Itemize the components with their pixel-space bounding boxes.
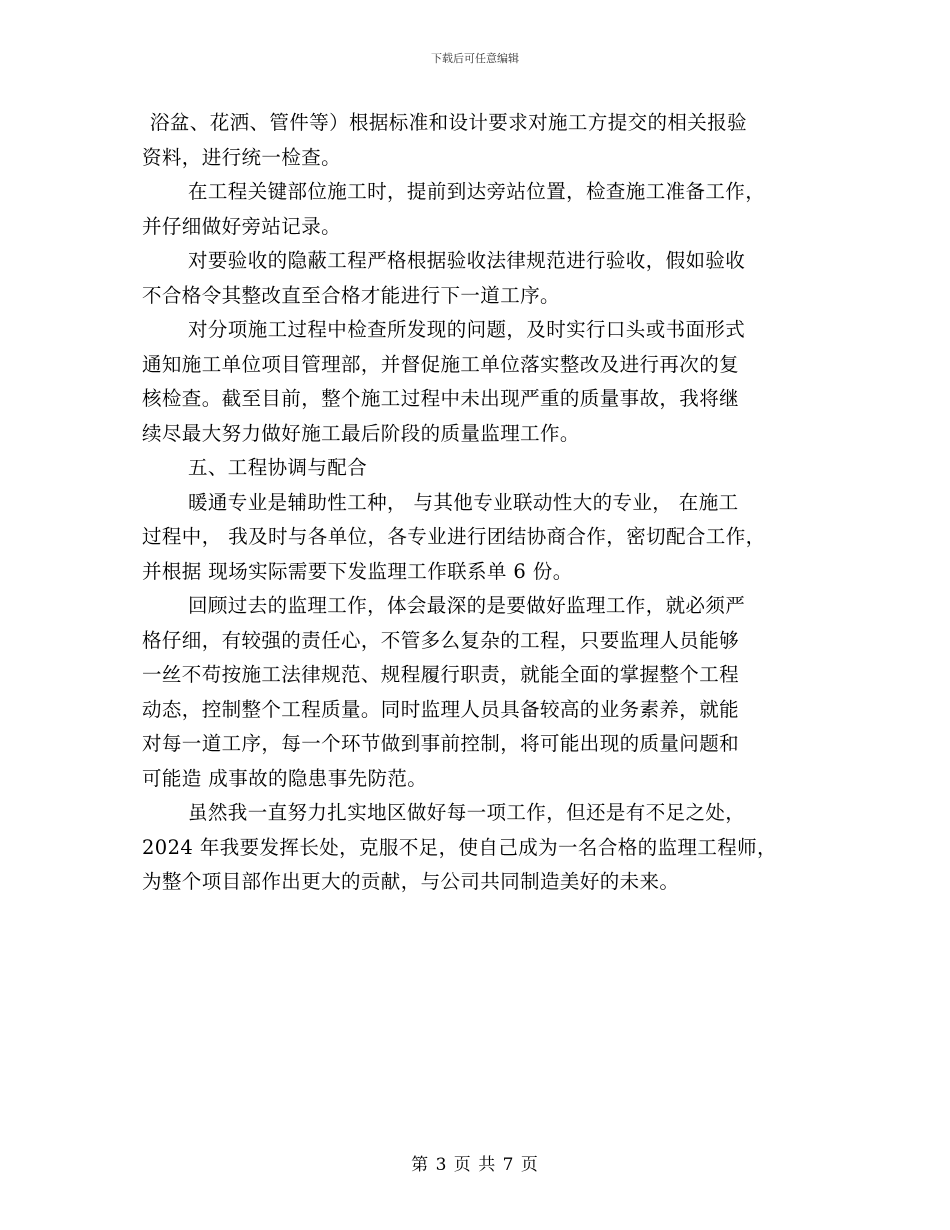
text-line: 并根据 现场实际需要下发监理工作联系单 6 份。 [142, 559, 573, 583]
document-body [142, 106, 822, 900]
paragraph-first-line: 对要验收的隐蔽工程严格根据验收法律规范进行验收，假如验收 [188, 249, 746, 272]
text-line: 对每一道工序，每一个环节做到事前控制，将可能出现的质量问题和 [142, 732, 740, 755]
text-line: 并仔细做好旁站记录。 [142, 214, 342, 238]
text-line: 核检查。截至目前，整个施工过程中未出现严重的质量事故，我将继 [142, 387, 740, 410]
paragraph-first-line: 在工程关键部位施工时，提前到达旁站位置，检查施工准备工作， [188, 180, 766, 203]
text-line: 可能造 成事故的隐患事先防范。 [142, 766, 428, 790]
section-heading: 五、工程协调与配合 [188, 456, 368, 479]
text-line: 格仔细，有较强的责任心，不管多么复杂的工程，只要监理人员能够 [142, 628, 740, 652]
text-line: 不合格令其整改直至合格才能进行下一道工序。 [142, 283, 560, 307]
paragraph-first-line: 回顾过去的监理工作，体会最深的是要做好监理工作，就必须严 [188, 594, 746, 617]
text-line: 浴盆、花洒、管件等）根据标准和设计要求对施工方提交的相关报验 [150, 111, 748, 134]
text-line: 续尽最大努力做好施工最后阶段的质量监理工作。 [142, 421, 580, 445]
paragraph-first-line: 暖通专业是辅助性工种， 与其他专业联动性大的专业， 在施工 [188, 490, 739, 514]
page-footer: 第 3 页 共 7 页 [411, 1155, 539, 1175]
text-line: 为整个项目部作出更大的贡献，与公司共同制造美好的未来。 [142, 870, 680, 893]
text-line: 通知施工单位项目管理部，并督促施工单位落实整改及进行再次的复 [142, 352, 740, 376]
text-line: 2024 年我要发挥长处，克服不足，使自己成为一名合格的监理工程师， [142, 835, 777, 859]
paragraph-first-line: 对分项施工过程中检查所发现的问题，及时实行口头或书面形式 [188, 318, 746, 341]
text-line: 过程中， 我及时与各单位，各专业进行团结协商合作，密切配合工作， [142, 525, 766, 548]
text-line: 动态，控制整个工程质量。同时监理人员具备较高的业务素养，就能 [142, 697, 740, 721]
page-header: 下载后可任意编辑 [431, 52, 519, 65]
text-line: 资料，进行统一检查。 [142, 145, 342, 169]
text-line: 一丝不苟按施工法律规范、规程履行职责，就能全面的掌握整个工程 [142, 663, 740, 686]
paragraph-first-line: 虽然我一直努力扎实地区做好每一项工作，但还是有不足之处， [188, 801, 746, 824]
